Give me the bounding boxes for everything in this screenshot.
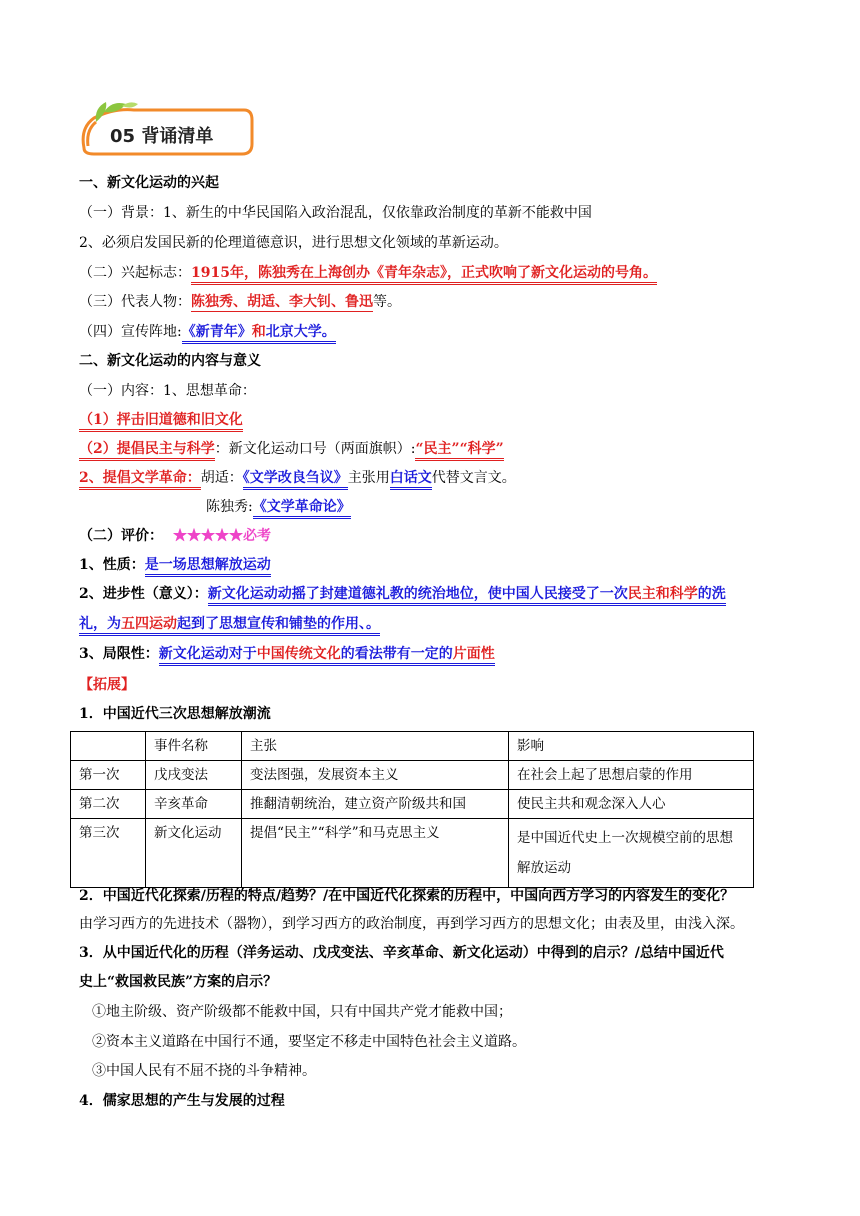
table-cell: 是中国近代史上一次规模空前的思想解放运动 [509, 819, 754, 888]
representatives-names: 陈独秀、胡适、李大钊、鲁迅 [191, 294, 373, 310]
progress-line-1 [79, 584, 726, 604]
progress-text-e: 起到了思想宣传和铺垫的作用、。 [177, 616, 380, 636]
banner-title: 05 背诵清单 [110, 126, 214, 147]
hu-shi-label: 胡适： [200, 470, 243, 486]
answer-3-item-3: ③中国人民有不屈不挠的斗争精神。 [92, 1063, 316, 1079]
background-line-1: （一）背景：1、新生的中华民国陷入政治混乱，仅依靠政治制度的革新不能救中国 [79, 205, 592, 221]
may-fourth-text: 五四运动 [121, 616, 177, 636]
question-2: 2．中国近代化探索/历程的特点/趋势？/在中国近代化探索的历程中，中国向西方学习的内容发生的变化？ [79, 888, 735, 904]
content-item-2-mid: ：新文化运动口号（两面旗帜）: [214, 441, 416, 457]
thought-liberation-table [70, 731, 754, 888]
table-cell: 第三次 [71, 819, 146, 888]
table-cell: 辛亥革命 [146, 790, 242, 819]
propaganda-base-label: （四）宣传阵地: [79, 324, 182, 340]
content-item-1 [79, 410, 243, 430]
representatives-label: （三）代表人物： [79, 294, 191, 310]
progress-text-d: 礼，为 [79, 616, 121, 636]
table-cell: 戊戌变法 [146, 761, 242, 790]
representatives-line [79, 292, 401, 312]
table-cell: 变法图强，发展资本主义 [242, 761, 509, 790]
evaluation-label: （二）评价： [79, 528, 163, 544]
propaganda-base-and: 和 [252, 324, 266, 344]
chen-duxiu-work: 《文学革命论》 [253, 499, 351, 519]
propaganda-base-magazine: 《新青年》 [182, 324, 252, 344]
chen-duxiu-line [206, 497, 351, 517]
table-cell: 新文化运动 [146, 819, 242, 888]
traditional-culture-text: 中国传统文化 [257, 646, 341, 666]
limitation-text-a: 新文化运动对于 [159, 646, 257, 666]
propaganda-base-university: 北京大学。 [266, 324, 336, 344]
rise-sign-text: 1915年，陈独秀在上海创办《青年杂志》，正式吹响了新文化运动的号角。 [191, 265, 657, 285]
table-cell: 推翻清朝统治，建立资产阶级共和国 [242, 790, 509, 819]
literary-revolution-line [79, 468, 516, 488]
table-cell: 第一次 [71, 761, 146, 790]
hu-shi-tail: 代替文言文。 [431, 470, 516, 486]
table-cell: 第二次 [71, 790, 146, 819]
content-item-1-text: （1）抨击旧道德和旧文化 [79, 412, 243, 432]
table-header-cell [71, 732, 146, 761]
hu-shi-work: 《文学改良刍议》 [243, 470, 348, 490]
vernacular-text: 白话文 [390, 470, 432, 490]
answer-2: 由学习西方的先进技术（器物），到学习西方的政治制度，再到学习西方的思想文化；由表及里，由浅入深。 [79, 916, 744, 932]
nature-text: 是一场思想解放运动 [145, 557, 271, 577]
nature-line [79, 555, 271, 575]
question-4: 4．儒家思想的产生与发展的过程 [79, 1093, 285, 1109]
extension-title: 【拓展】 [79, 677, 135, 693]
evaluation-line [79, 526, 271, 546]
section2-heading: 二、新文化运动的内容与意义 [79, 353, 261, 369]
content-line: （一）内容：1、思想革命： [79, 383, 256, 399]
table-row [71, 790, 754, 819]
table-header-cell: 影响 [509, 732, 754, 761]
nature-label: 1、性质： [79, 557, 145, 573]
progress-text-c: 的洗 [698, 586, 726, 606]
table-cell: 提倡“民主”“科学”和马克思主义 [242, 819, 509, 888]
table-header-row [71, 732, 754, 761]
content-item-2 [79, 439, 504, 459]
background-line-2: 2、必须启发国民新的伦理道德意识，进行思想文化领域的革新运动。 [79, 235, 508, 251]
democracy-science-text: 民主和科学 [628, 586, 698, 606]
progress-line-2 [79, 614, 380, 634]
question-3-line-1: 3．从中国近代化的历程（洋务运动、戊戌变法、辛亥革命、新文化运动）中得到的启示？/总结中国近代 [79, 945, 724, 961]
table-cell: 使民主共和观念深入人心 [509, 790, 754, 819]
answer-3-item-1: ①地主阶级、资产阶级都不能救中国，只有中国共产党才能救中国； [92, 1004, 512, 1020]
slogan-text: “民主”“科学” [415, 441, 503, 461]
literary-revolution-label: 2、提倡文学革命： [79, 470, 201, 490]
progress-label: 2、进步性（意义）： [79, 586, 208, 602]
hu-shi-mid: 主张用 [347, 470, 390, 486]
table-header-cell: 事件名称 [146, 732, 242, 761]
representatives-tail: 等。 [373, 294, 401, 310]
chen-duxiu-label: 陈独秀: [206, 499, 253, 515]
propaganda-base-line [79, 322, 336, 342]
table-row [71, 761, 754, 790]
content-item-2-text: （2）提倡民主与科学 [79, 441, 215, 461]
progress-text-a: 新文化运动动摇了封建道德礼教的统治地位，使中国人民接受了一次 [208, 586, 628, 606]
limitation-line [79, 644, 495, 664]
table-cell: 在社会上起了思想启蒙的作用 [509, 761, 754, 790]
limitation-text-c: 的看法带有一定的 [341, 646, 453, 666]
table-header-cell: 主张 [242, 732, 509, 761]
rise-sign-line [79, 263, 657, 283]
one-sided-text: 片面性 [453, 646, 495, 666]
answer-3-item-2: ②资本主义道路在中国行不通，要坚定不移走中国特色社会主义道路。 [92, 1034, 526, 1050]
question-1: 1．中国近代三次思想解放潮流 [79, 706, 271, 722]
section1-heading: 一、新文化运动的兴起 [79, 175, 219, 191]
rise-sign-label: （二）兴起标志： [79, 265, 191, 281]
limitation-label: 3、局限性： [79, 646, 159, 662]
table-row [71, 819, 754, 888]
must-test-stars: ★★★★★必考 [173, 528, 271, 544]
question-3-line-2: 史上“救国救民族”方案的启示？ [79, 974, 278, 990]
